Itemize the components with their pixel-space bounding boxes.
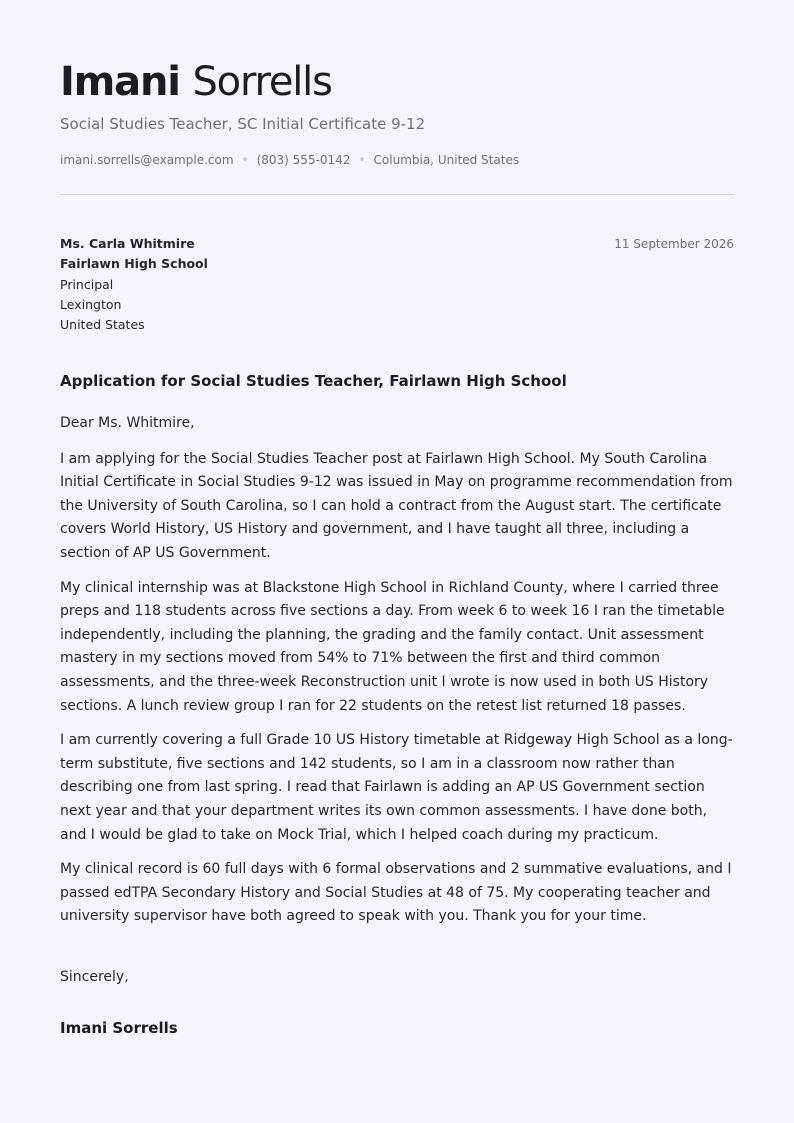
salutation: Dear Ms. Whitmire, xyxy=(60,415,195,431)
applicant-last-name: Sorrells xyxy=(192,59,332,105)
letter-body xyxy=(60,412,734,940)
contact-location: Columbia, United States xyxy=(373,153,520,167)
contact-line xyxy=(60,151,519,169)
recipient-title: Principal xyxy=(60,276,114,292)
letter-date: 11 September 2026 xyxy=(614,237,734,251)
applicant-name xyxy=(60,56,332,108)
contact-email: imani.sorrells@example.com xyxy=(60,153,234,167)
recipient-block xyxy=(60,234,208,335)
applicant-first-name: Imani xyxy=(60,59,180,105)
letter-subject: Application for Social Studies Teacher, Fairlawn High School xyxy=(60,372,567,390)
separator-dot: • xyxy=(358,153,366,167)
contact-phone: (803) 555-0142 xyxy=(256,153,351,167)
body-paragraph-3: I am currently covering a full Grade 10 US History timetable at Ridgeway High School as a long-term substitute, five sections and 142 students, so I am in a classroom now rather than describing one from last spring. I read that Fairlawn is adding an AP US Government section next year and that your department writes its own common assessments. I have done both, and I would be glad to take on Mock Trial, which I helped coach during my practicum. xyxy=(60,732,733,843)
recipient-name: Ms. Carla Whitmire xyxy=(60,236,195,251)
recipient-country: United States xyxy=(60,317,145,333)
applicant-title: Social Studies Teacher, SC Initial Certificate 9-12 xyxy=(60,115,426,133)
body-paragraph-4: My clinical record is 60 full days with 6 formal observations and 2 summative evaluations, and I passed edTPA Secondary History and Social Studies at 48 of 75. My cooperating teacher and university supervisor have both agreed to speak with you. Thank you for your time. xyxy=(60,861,732,925)
closing: Sincerely, xyxy=(60,969,129,985)
header-divider xyxy=(60,194,734,195)
recipient-city: Lexington xyxy=(60,296,122,312)
recipient-organization: Fairlawn High School xyxy=(60,256,208,272)
separator-dot: • xyxy=(241,153,249,167)
body-paragraph-2: My clinical internship was at Blackstone High School in Richland County, where I carried three preps and 118 students across five sections a day. From week 6 to week 16 I ran the timetable independently, including the planning, the grading and the family contact. Unit assessment mastery in my sections moved from 54% to 71% between the first and third common assessments, and the three-week Reconstruction unit I wrote is now used in both US History sections. A lunch review group I ran for 22 students on the retest list returned 18 passes. xyxy=(60,579,725,714)
signature-name: Imani Sorrells xyxy=(60,1019,178,1037)
body-paragraph-1: I am applying for the Social Studies Teacher post at Fairlawn High School. My South Carolina Initial Certificate in Social Studies 9-12 was issued in May on programme recommendation from the University of South Carolina, so I can hold a contract from the August start. The certificate covers World History, US History and government, and I have taught all three, including a section of AP US Government. xyxy=(60,450,733,561)
